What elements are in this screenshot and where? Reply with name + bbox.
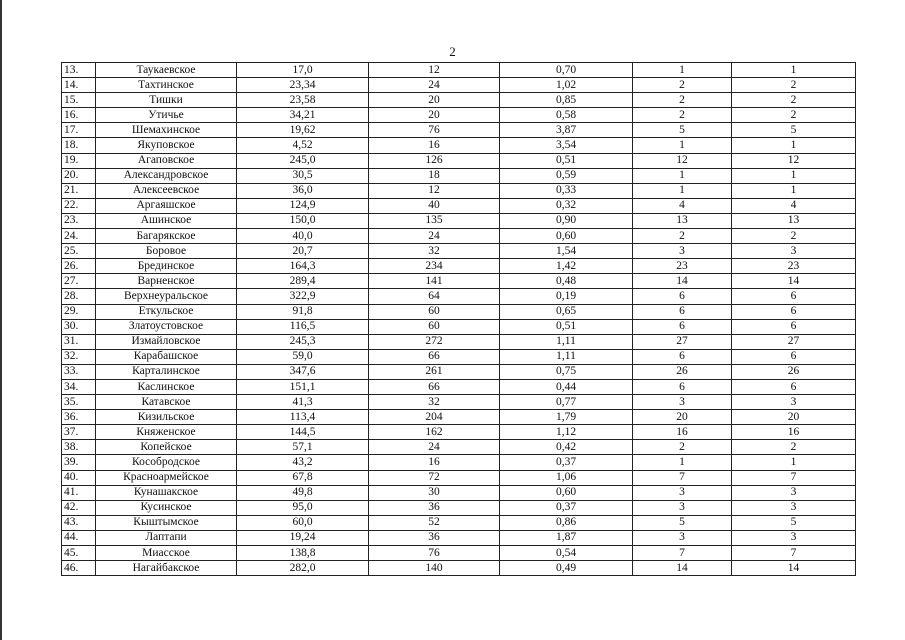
value-units-a: 2 (633, 108, 732, 123)
value-ratio: 1,42 (500, 259, 633, 274)
value-units-a: 6 (633, 289, 732, 304)
value-area: 95,0 (237, 500, 369, 515)
value-units-a: 1 (633, 63, 732, 78)
value-ratio: 0,51 (500, 319, 633, 334)
table-row (62, 108, 856, 123)
value-units-a: 5 (633, 515, 732, 530)
value-units-b: 14 (732, 274, 856, 289)
value-units-b: 1 (732, 138, 856, 153)
settlement-name: Алексеевское (96, 183, 237, 198)
value-ratio: 0,42 (500, 440, 633, 455)
value-units-a: 1 (633, 168, 732, 183)
table-row (62, 425, 856, 440)
value-area: 59,0 (237, 349, 369, 364)
value-units-b: 3 (732, 395, 856, 410)
settlement-name: Тахтинское (96, 78, 237, 93)
value-units-b: 2 (732, 229, 856, 244)
table-row (62, 168, 856, 183)
value-count: 32 (369, 244, 500, 259)
table-row (62, 153, 856, 168)
value-units-b: 1 (732, 455, 856, 470)
value-units-a: 13 (633, 213, 732, 228)
value-ratio: 3,87 (500, 123, 633, 138)
value-count: 162 (369, 425, 500, 440)
value-units-a: 14 (633, 274, 732, 289)
value-units-b: 5 (732, 515, 856, 530)
value-units-b: 6 (732, 289, 856, 304)
value-ratio: 1,87 (500, 530, 633, 545)
table-row (62, 319, 856, 334)
value-ratio: 0,37 (500, 455, 633, 470)
value-units-a: 5 (633, 123, 732, 138)
value-area: 138,8 (237, 546, 369, 561)
table-row (62, 410, 856, 425)
row-number: 21. (62, 183, 96, 198)
table-row (62, 364, 856, 379)
value-area: 144,5 (237, 425, 369, 440)
value-ratio: 0,58 (500, 108, 633, 123)
row-number: 30. (62, 319, 96, 334)
table-row (62, 244, 856, 259)
settlement-name: Карабашское (96, 349, 237, 364)
value-units-a: 3 (633, 530, 732, 545)
value-units-b: 1 (732, 168, 856, 183)
value-units-b: 6 (732, 349, 856, 364)
value-ratio: 0,60 (500, 229, 633, 244)
value-units-a: 1 (633, 183, 732, 198)
value-units-b: 26 (732, 364, 856, 379)
value-ratio: 1,11 (500, 349, 633, 364)
row-number: 29. (62, 304, 96, 319)
value-area: 40,0 (237, 229, 369, 244)
value-units-a: 1 (633, 138, 732, 153)
value-units-b: 16 (732, 425, 856, 440)
value-ratio: 1,54 (500, 244, 633, 259)
page-left-edge (0, 0, 2, 640)
settlement-name: Кунашакское (96, 485, 237, 500)
value-area: 164,3 (237, 259, 369, 274)
table-row (62, 440, 856, 455)
value-area: 20,7 (237, 244, 369, 259)
table-row (62, 138, 856, 153)
value-units-b: 3 (732, 530, 856, 545)
value-count: 76 (369, 546, 500, 561)
value-area: 23,34 (237, 78, 369, 93)
value-units-a: 7 (633, 470, 732, 485)
settlement-name: Таукаевское (96, 63, 237, 78)
settlement-name: Варненское (96, 274, 237, 289)
table-row (62, 213, 856, 228)
settlement-name: Златоустовское (96, 319, 237, 334)
value-ratio: 0,86 (500, 515, 633, 530)
value-units-b: 20 (732, 410, 856, 425)
value-units-a: 14 (633, 561, 732, 576)
value-ratio: 0,90 (500, 213, 633, 228)
value-ratio: 0,77 (500, 395, 633, 410)
value-area: 49,8 (237, 485, 369, 500)
settlement-name: Брединское (96, 259, 237, 274)
value-area: 322,9 (237, 289, 369, 304)
table-row (62, 485, 856, 500)
row-number: 17. (62, 123, 96, 138)
value-count: 20 (369, 108, 500, 123)
row-number: 22. (62, 198, 96, 213)
value-area: 151,1 (237, 379, 369, 394)
table-row (62, 379, 856, 394)
value-ratio: 0,48 (500, 274, 633, 289)
value-ratio: 0,44 (500, 379, 633, 394)
settlement-name: Утичье (96, 108, 237, 123)
table-row (62, 515, 856, 530)
value-units-b: 6 (732, 304, 856, 319)
value-ratio: 0,19 (500, 289, 633, 304)
value-area: 245,0 (237, 153, 369, 168)
row-number: 24. (62, 229, 96, 244)
value-units-a: 3 (633, 395, 732, 410)
settlement-name: Катавское (96, 395, 237, 410)
row-number: 26. (62, 259, 96, 274)
value-units-b: 14 (732, 561, 856, 576)
row-number: 16. (62, 108, 96, 123)
value-units-a: 3 (633, 485, 732, 500)
settlement-name: Ашинское (96, 213, 237, 228)
value-count: 12 (369, 183, 500, 198)
value-count: 76 (369, 123, 500, 138)
row-number: 28. (62, 289, 96, 304)
settlement-name: Карталинское (96, 364, 237, 379)
table-row (62, 455, 856, 470)
value-units-b: 4 (732, 198, 856, 213)
value-count: 32 (369, 395, 500, 410)
value-units-a: 2 (633, 78, 732, 93)
value-ratio: 0,75 (500, 364, 633, 379)
value-ratio: 0,32 (500, 198, 633, 213)
table-row (62, 334, 856, 349)
value-ratio: 0,70 (500, 63, 633, 78)
value-units-b: 6 (732, 319, 856, 334)
value-count: 36 (369, 500, 500, 515)
value-units-b: 1 (732, 183, 856, 198)
settlement-name: Нагайбакское (96, 561, 237, 576)
row-number: 18. (62, 138, 96, 153)
value-units-a: 6 (633, 349, 732, 364)
value-units-a: 6 (633, 304, 732, 319)
settlement-name: Кособродское (96, 455, 237, 470)
row-number: 40. (62, 470, 96, 485)
value-units-b: 12 (732, 153, 856, 168)
row-number: 44. (62, 530, 96, 545)
row-number: 19. (62, 153, 96, 168)
value-area: 289,4 (237, 274, 369, 289)
value-count: 140 (369, 561, 500, 576)
value-ratio: 0,49 (500, 561, 633, 576)
row-number: 25. (62, 244, 96, 259)
settlement-name: Измайловское (96, 334, 237, 349)
value-units-a: 2 (633, 440, 732, 455)
row-number: 32. (62, 349, 96, 364)
table-row (62, 470, 856, 485)
row-number: 39. (62, 455, 96, 470)
row-number: 46. (62, 561, 96, 576)
value-area: 91,8 (237, 304, 369, 319)
row-number: 33. (62, 364, 96, 379)
value-units-b: 13 (732, 213, 856, 228)
settlement-name: Кусинское (96, 500, 237, 515)
value-area: 347,6 (237, 364, 369, 379)
value-units-b: 27 (732, 334, 856, 349)
page-number: 2 (449, 44, 456, 59)
settlement-name: Багарякское (96, 229, 237, 244)
value-count: 60 (369, 304, 500, 319)
settlement-name: Верхнеуральское (96, 289, 237, 304)
value-count: 234 (369, 259, 500, 274)
table-row (62, 63, 856, 78)
value-count: 204 (369, 410, 500, 425)
row-number: 45. (62, 546, 96, 561)
row-number: 15. (62, 93, 96, 108)
value-area: 23,58 (237, 93, 369, 108)
value-units-a: 6 (633, 379, 732, 394)
value-units-b: 7 (732, 470, 856, 485)
value-count: 24 (369, 78, 500, 93)
value-units-a: 3 (633, 500, 732, 515)
settlement-name: Кизильское (96, 410, 237, 425)
value-units-a: 6 (633, 319, 732, 334)
table-row (62, 78, 856, 93)
value-area: 17,0 (237, 63, 369, 78)
row-number: 14. (62, 78, 96, 93)
value-area: 150,0 (237, 213, 369, 228)
value-units-b: 1 (732, 63, 856, 78)
settlement-name: Княженское (96, 425, 237, 440)
value-units-a: 2 (633, 93, 732, 108)
row-number: 36. (62, 410, 96, 425)
table-body (62, 63, 856, 576)
settlement-name: Тишки (96, 93, 237, 108)
table-row (62, 274, 856, 289)
row-number: 35. (62, 395, 96, 410)
value-count: 18 (369, 168, 500, 183)
value-count: 36 (369, 530, 500, 545)
value-area: 41,3 (237, 395, 369, 410)
table-row (62, 123, 856, 138)
value-units-b: 7 (732, 546, 856, 561)
value-area: 282,0 (237, 561, 369, 576)
row-number: 37. (62, 425, 96, 440)
table-row (62, 183, 856, 198)
value-units-a: 4 (633, 198, 732, 213)
value-ratio: 1,12 (500, 425, 633, 440)
value-ratio: 0,60 (500, 485, 633, 500)
value-units-b: 3 (732, 244, 856, 259)
value-area: 124,9 (237, 198, 369, 213)
row-number: 34. (62, 379, 96, 394)
value-count: 12 (369, 63, 500, 78)
table-row (62, 546, 856, 561)
settlement-name: Аргаяшское (96, 198, 237, 213)
value-count: 16 (369, 455, 500, 470)
value-units-b: 2 (732, 440, 856, 455)
row-number: 41. (62, 485, 96, 500)
value-units-b: 2 (732, 93, 856, 108)
value-ratio: 0,59 (500, 168, 633, 183)
value-units-b: 2 (732, 78, 856, 93)
value-ratio: 0,33 (500, 183, 633, 198)
table-row (62, 349, 856, 364)
value-area: 34,21 (237, 108, 369, 123)
table-row (62, 259, 856, 274)
value-ratio: 1,79 (500, 410, 633, 425)
table-row (62, 93, 856, 108)
value-area: 60,0 (237, 515, 369, 530)
value-units-a: 26 (633, 364, 732, 379)
settlement-name: Лаптапи (96, 530, 237, 545)
table-row (62, 304, 856, 319)
row-number: 31. (62, 334, 96, 349)
settlement-name: Красноармейское (96, 470, 237, 485)
table-row (62, 500, 856, 515)
data-table (61, 62, 856, 576)
value-units-b: 5 (732, 123, 856, 138)
value-area: 67,8 (237, 470, 369, 485)
value-units-a: 2 (633, 229, 732, 244)
settlement-name: Копейское (96, 440, 237, 455)
settlement-name: Каслинское (96, 379, 237, 394)
table-row (62, 530, 856, 545)
row-number: 42. (62, 500, 96, 515)
row-number: 13. (62, 63, 96, 78)
value-area: 19,62 (237, 123, 369, 138)
value-count: 64 (369, 289, 500, 304)
value-count: 66 (369, 379, 500, 394)
value-count: 40 (369, 198, 500, 213)
value-count: 66 (369, 349, 500, 364)
settlement-name: Кыштымское (96, 515, 237, 530)
value-units-a: 12 (633, 153, 732, 168)
value-ratio: 0,85 (500, 93, 633, 108)
value-area: 19,24 (237, 530, 369, 545)
settlement-name: Шемахинское (96, 123, 237, 138)
value-ratio: 3,54 (500, 138, 633, 153)
settlement-name: Якуповское (96, 138, 237, 153)
row-number: 27. (62, 274, 96, 289)
value-ratio: 0,65 (500, 304, 633, 319)
value-count: 30 (369, 485, 500, 500)
value-area: 113,4 (237, 410, 369, 425)
settlement-name: Агаповское (96, 153, 237, 168)
row-number: 43. (62, 515, 96, 530)
value-units-b: 6 (732, 379, 856, 394)
value-units-a: 7 (633, 546, 732, 561)
value-units-b: 3 (732, 500, 856, 515)
value-ratio: 0,37 (500, 500, 633, 515)
value-units-a: 1 (633, 455, 732, 470)
row-number: 38. (62, 440, 96, 455)
value-area: 116,5 (237, 319, 369, 334)
value-units-a: 20 (633, 410, 732, 425)
settlement-name: Миасское (96, 546, 237, 561)
value-units-a: 23 (633, 259, 732, 274)
value-count: 16 (369, 138, 500, 153)
value-count: 24 (369, 229, 500, 244)
value-count: 24 (369, 440, 500, 455)
value-ratio: 0,54 (500, 546, 633, 561)
value-units-a: 16 (633, 425, 732, 440)
table-row (62, 395, 856, 410)
value-units-b: 2 (732, 108, 856, 123)
value-area: 245,3 (237, 334, 369, 349)
value-units-a: 3 (633, 244, 732, 259)
value-units-b: 3 (732, 485, 856, 500)
value-count: 135 (369, 213, 500, 228)
value-ratio: 1,02 (500, 78, 633, 93)
row-number: 20. (62, 168, 96, 183)
value-area: 30,5 (237, 168, 369, 183)
value-count: 72 (369, 470, 500, 485)
table-row (62, 561, 856, 576)
value-area: 57,1 (237, 440, 369, 455)
value-area: 36,0 (237, 183, 369, 198)
settlement-name: Боровое (96, 244, 237, 259)
row-number: 23. (62, 213, 96, 228)
value-count: 272 (369, 334, 500, 349)
settlement-name: Александровское (96, 168, 237, 183)
table-row (62, 229, 856, 244)
value-count: 141 (369, 274, 500, 289)
value-ratio: 0,51 (500, 153, 633, 168)
value-count: 60 (369, 319, 500, 334)
settlement-name: Еткульское (96, 304, 237, 319)
value-area: 43,2 (237, 455, 369, 470)
value-units-b: 23 (732, 259, 856, 274)
value-count: 126 (369, 153, 500, 168)
table-row (62, 198, 856, 213)
value-count: 261 (369, 364, 500, 379)
value-count: 20 (369, 93, 500, 108)
value-count: 52 (369, 515, 500, 530)
value-ratio: 1,11 (500, 334, 633, 349)
value-units-a: 27 (633, 334, 732, 349)
value-area: 4,52 (237, 138, 369, 153)
table-row (62, 289, 856, 304)
value-ratio: 1,06 (500, 470, 633, 485)
